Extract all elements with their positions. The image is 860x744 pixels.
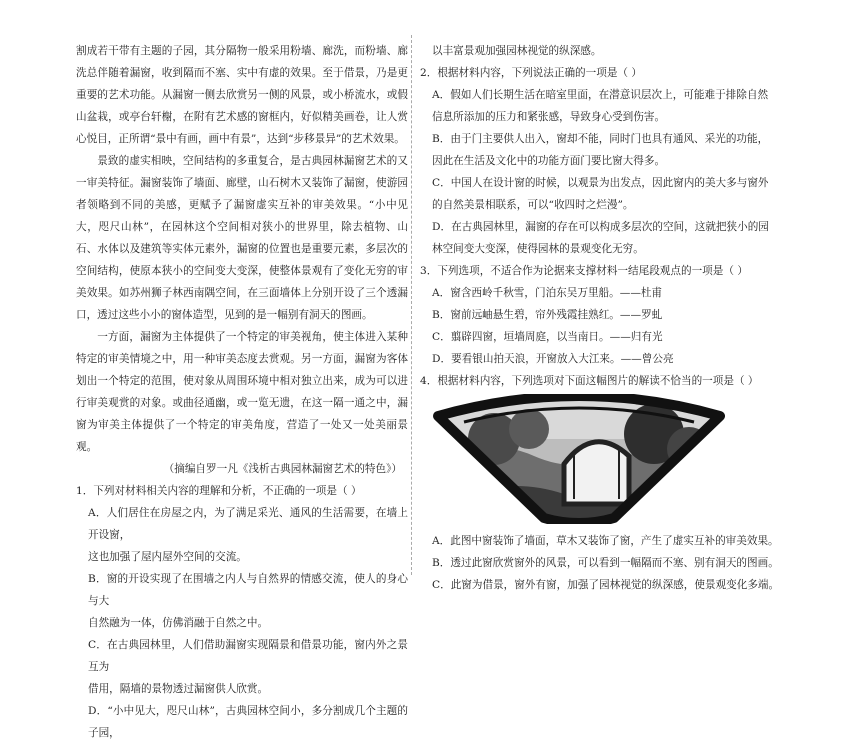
article-source: （摘编自罗一凡《浅析古典园林漏窗艺术的特色》） bbox=[163, 463, 402, 475]
q2-b-line-1: B．由于门主要供人出入，窗却不能，同时门也具有通风、采光的功能， bbox=[432, 133, 769, 145]
fan-window-illustration bbox=[424, 394, 734, 524]
question-4-option-b: B．透过此窗欣赏窗外的风景，可以看到一幅隔而不塞、别有洞天的图画。 bbox=[432, 557, 779, 569]
q1-c-line-2: 借用，隔墙的景物透过漏窗供人欣赏。 bbox=[88, 683, 269, 695]
article-paragraph-2: 景致的虚实相映，空间结构的多重复合，是古典园林漏窗艺术的又一审美特征。漏窗装饰了墙面、廊壁，山石树木又装饰了漏窗，使游园者领略到不同的美感，更赋予了漏窗虚实互补的审美效果。“小中见大，咫尺山林”，在园林这个空间相对狭小的世界里，除去植物、山石、水体以及建筑等实体元素外，漏窗的位置也是重要元素，多层次的空间结构，使原本狭小的空间变大变深，使整体景观有了变化无穷的审美效果。如苏州狮子林西南隅空间，在三面墙体上分别开设了三个透漏口，透过这些小小的窗体造型，见到的是一幅别有洞天的图画。 bbox=[76, 155, 408, 321]
question-1-option-b bbox=[76, 568, 408, 634]
question-4-stem: 4．根据材料内容，下列选项对下面这幅图片的解读不恰当的一项是（ ） bbox=[420, 375, 759, 387]
q2-c-line-1: C．中国人在设计窗的时候，以观景为出发点，因此窗内的美大多与窗外 bbox=[432, 177, 769, 189]
question-2-option-d bbox=[420, 216, 790, 260]
q2-d-line-1: D．在古典园林里，漏窗的存在可以构成多层次的空间，这就把狭小的园 bbox=[432, 221, 769, 233]
left-column bbox=[76, 40, 408, 744]
q2-a-line-1: A．假如人们长期生活在暗室里面，在潜意识层次上，可能难于排除自然 bbox=[432, 89, 769, 101]
question-3-option-b: B．窗前远岫悬生碧，帘外残霞挂熟红。——罗虬 bbox=[432, 309, 663, 321]
question-2-option-a bbox=[420, 84, 790, 128]
question-3-option-d: D．要看银山拍天浪，开窗放入大江来。——曾公亮 bbox=[432, 353, 674, 365]
question-2-option-b bbox=[420, 128, 790, 172]
q2-c-line-2: 的自然美景相联系，可以“收四时之烂漫”。 bbox=[432, 199, 634, 211]
right-column bbox=[420, 40, 790, 596]
question-3-option-a: A．窗含西岭千秋雪，门泊东吴万里船。——杜甫 bbox=[432, 287, 663, 299]
question-1-option-a bbox=[76, 502, 408, 568]
q1-b-line-2: 自然融为一体，仿佛消融于自然之中。 bbox=[88, 617, 269, 629]
question-1-option-c bbox=[76, 634, 408, 700]
question-3-stem: 3．下列选项，不适合作为论据来支撑材料一结尾段观点的一项是（ ） bbox=[420, 265, 748, 277]
q2-b-line-2: 因此在生活及文化中的功能方面门要比窗大得多。 bbox=[432, 155, 666, 167]
q1-a-line-2: 这也加强了屋内屋外空间的交流。 bbox=[88, 551, 247, 563]
article-paragraph-3: 一方面，漏窗为主体提供了一个特定的审美视角，使主体进入某种特定的审美情境之中，用一种审美态度去赏观。另一方面，漏窗为客体划出一个特定的范围，使对象从周围环境中相对独立出来，成为可以进行审美观赏的对象。或曲径通幽，或一览无遗，在这一隔一通之中，漏窗为审美主体提供了一个特定的审美角度，营造了一处又一处美丽景观。 bbox=[76, 331, 408, 453]
question-1-option-d: D．“小中见大，咫尺山林”，古典园林空间小，多分割成几个主题的子园， bbox=[88, 705, 408, 739]
fan-window-figure bbox=[424, 394, 734, 524]
question-1-stem: 1．下列对材料相关内容的理解和分析，不正确的一项是（ ） bbox=[76, 485, 362, 497]
question-4-option-a: A．此图中窗装饰了墙面，草木又装饰了窗，产生了虚实互补的审美效果。 bbox=[432, 535, 779, 547]
q1-a-line-1: A．人们居住在房屋之内，为了满足采光、通风的生活需要，在墙上开设窗， bbox=[88, 507, 408, 541]
question-3-option-c: C．翦辟四窗，垣墙周庭，以当南日。——归有光 bbox=[432, 331, 663, 343]
question-1-option-d-continued: 以丰富景观加强园林视觉的纵深感。 bbox=[432, 45, 602, 57]
q2-a-line-2: 信息所添加的压力和紧张感，导致身心受到伤害。 bbox=[432, 111, 666, 123]
q2-d-line-2: 林空间变大变深，使得园林的景观变化无穷。 bbox=[432, 243, 644, 255]
question-2-option-c bbox=[420, 172, 790, 216]
column-divider bbox=[411, 35, 412, 575]
question-4-option-c: C．此窗为借景，窗外有窗，加强了园林视觉的纵深感，使景观变化多端。 bbox=[432, 579, 780, 591]
q1-c-line-1: C．在古典园林里，人们借助漏窗实现隔景和借景功能，窗内外之景互为 bbox=[88, 639, 408, 673]
question-2-stem: 2．根据材料内容，下列说法正确的一项是（ ） bbox=[420, 67, 642, 79]
article-paragraph-1: 割成若干带有主题的子园，其分隔物一般采用粉墙、廊洗，而粉墙、廊洗总伴随着漏窗，收到隔而不塞、实中有虚的效果。至于借景，乃是更重要的艺术功能。从漏窗一侧去欣赏另一侧的风景，或小桥流水，或假山盆栽，或亭台轩榭，在附有艺术感的窗框内，好似精美画卷，让人赏心悦目，正所谓“景中有画，画中有景”，达到“步移景异”的艺术效果。 bbox=[76, 45, 408, 145]
q1-b-line-1: B．窗的开设实现了在围墙之内人与自然界的情感交流，使人的身心与大 bbox=[88, 573, 408, 607]
